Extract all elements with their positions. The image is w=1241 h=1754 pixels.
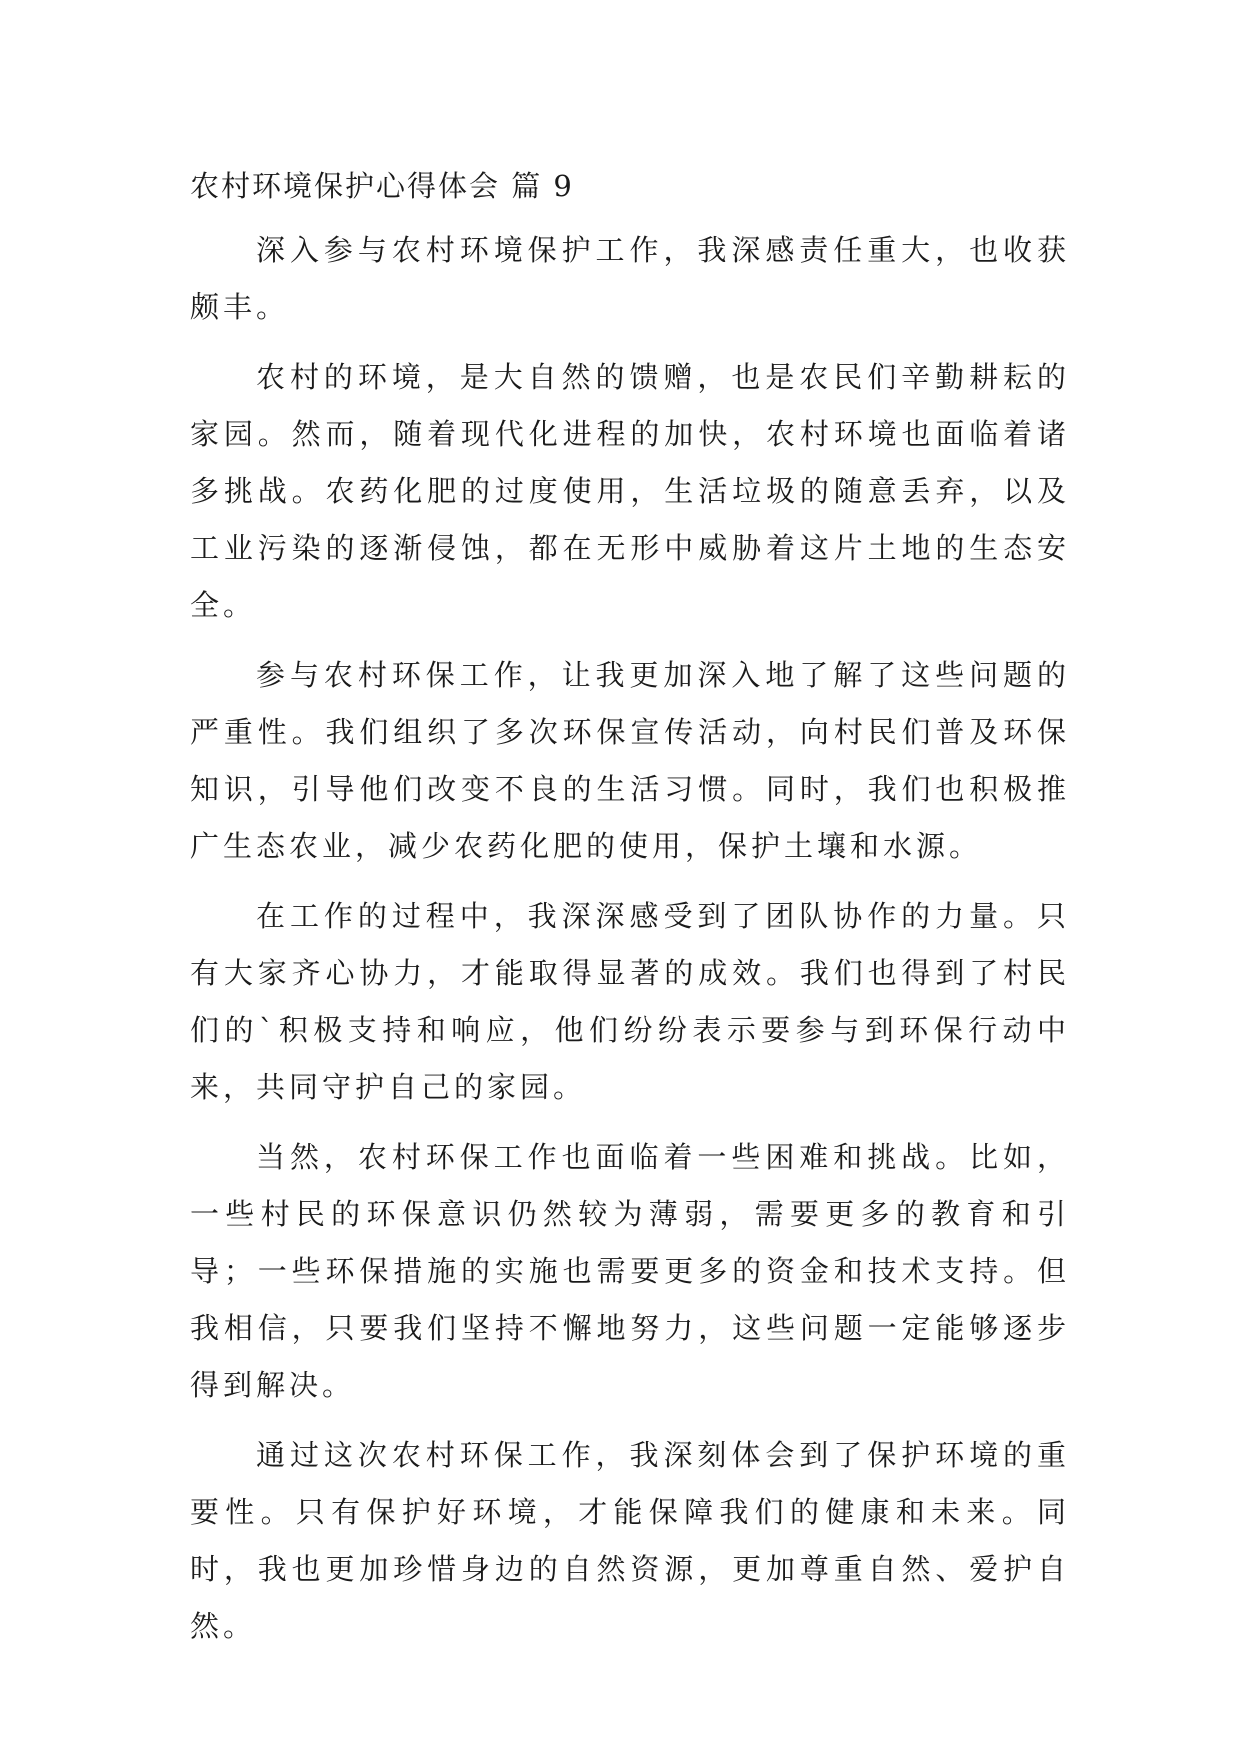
document-title: 农村环境保护心得体会 篇 9	[190, 169, 574, 203]
paragraph-2: 农村的环境，是大自然的馈赠，也是农民们辛勤耕耘的家园。然而，随着现代化进程的加快，农村环境也面临着诸多挑战。农药化肥的过度使用，生活垃圾的随意丢弃，以及工业污染的逐渐侵蚀，都在无形中威胁着这片土地的生态安全。	[190, 360, 1070, 622]
paragraph-5: 当然，农村环保工作也面临着一些困难和挑战。比如，一些村民的环保意识仍然较为薄弱，需要更多的教育和引导；一些环保措施的实施也需要更多的资金和技术支持。但我相信，只要我们坚持不懈地努力，这些问题一定能够逐步得到解决。	[190, 1140, 1070, 1402]
paragraph-1: 深入参与农村环境保护工作，我深感责任重大，也收获颇丰。	[190, 233, 1070, 324]
document-body	[190, 222, 1070, 1668]
paragraph-4: 在工作的过程中，我深深感受到了团队协作的力量。只有大家齐心协力，才能取得显著的成效。我们也得到了村民们的`积极支持和响应，他们纷纷表示要参与到环保行动中来，共同守护自己的家园。	[190, 899, 1070, 1104]
paragraph-3: 参与农村环保工作，让我更加深入地了解了这些问题的严重性。我们组织了多次环保宣传活动，向村民们普及环保知识，引导他们改变不良的生活习惯。同时，我们也积极推广生态农业，减少农药化肥的使用，保护土壤和水源。	[190, 658, 1070, 863]
paragraph-6: 通过这次农村环保工作，我深刻体会到了保护环境的重要性。只有保护好环境，才能保障我们的健康和未来。同时，我也更加珍惜身边的自然资源，更加尊重自然、爱护自然。	[190, 1438, 1070, 1643]
